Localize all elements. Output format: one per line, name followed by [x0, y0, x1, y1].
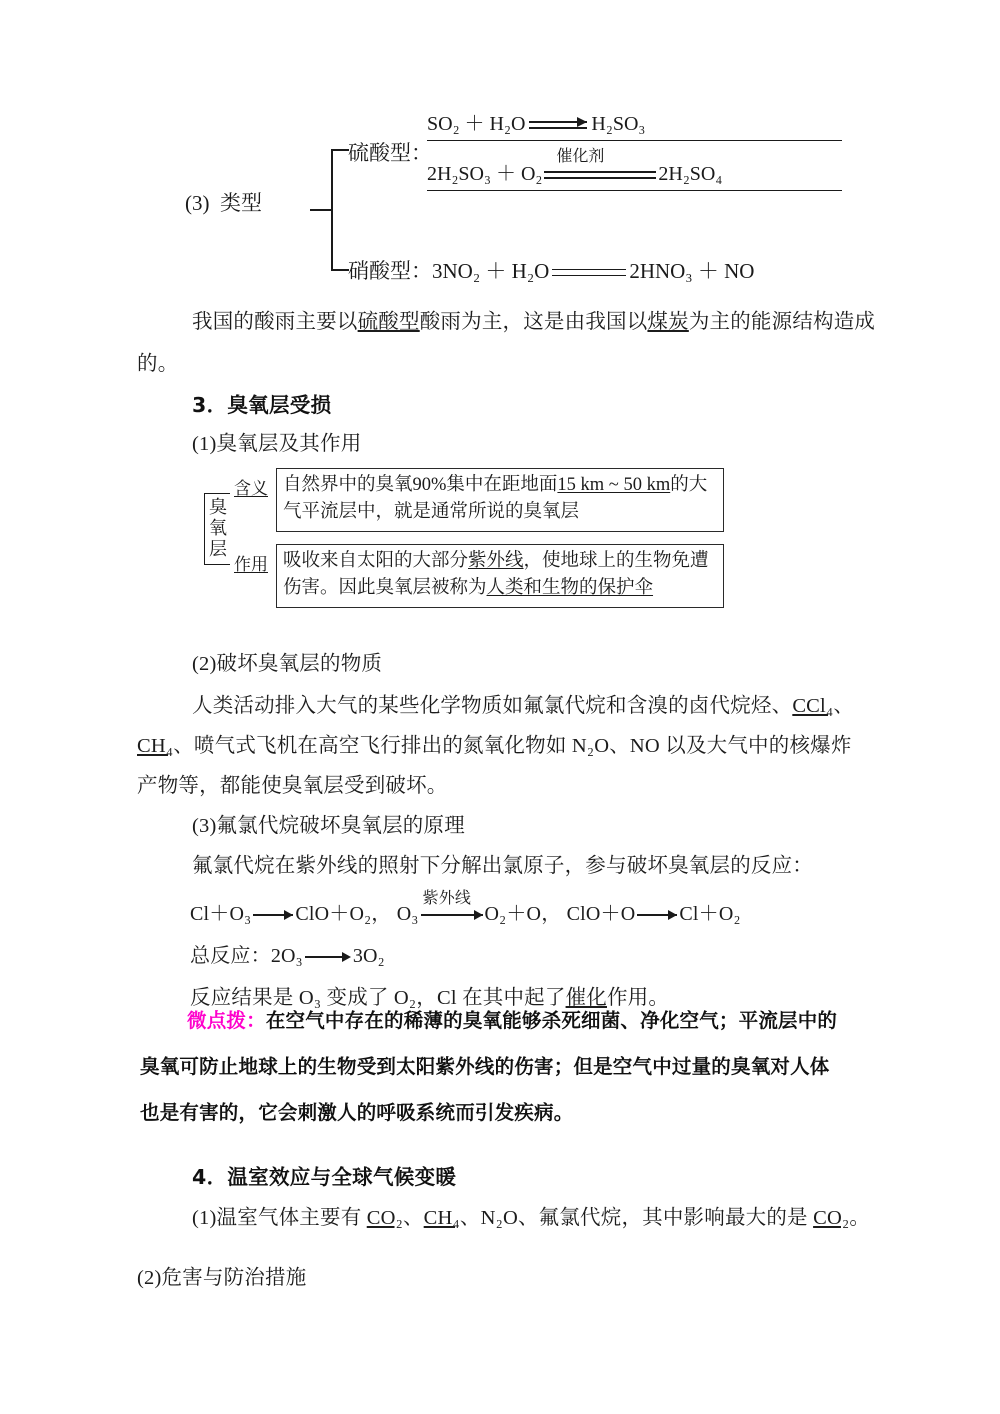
- equation-left: Cl＋O₃: [190, 903, 252, 925]
- ozone-destroyers-line3: 产物等，都能使臭氧层受到破坏。: [137, 775, 448, 797]
- equation-left: O₃: [396, 903, 419, 925]
- equation-right: 3O₂: [352, 945, 385, 967]
- text-run: 为主的能源结构造成: [688, 311, 876, 333]
- nitric-type-colon: ：: [411, 259, 432, 283]
- section-3-title: 臭氧层受损: [227, 393, 332, 417]
- section-3-sub2: (2)破坏臭氧层的物质: [192, 653, 383, 675]
- equals-arrow-icon: [552, 263, 626, 284]
- section-4-sub2: (2)危害与防治措施: [137, 1267, 307, 1289]
- tip-label: 微点拨：: [187, 1009, 266, 1032]
- equation-right: ClO＋O₂: [295, 903, 372, 925]
- underlined-term-protective-umbrella: 人类和生物的保护伞: [486, 578, 654, 599]
- ozone-destroyers-line2: [137, 730, 852, 763]
- ozone-destruction-equations: [190, 888, 741, 930]
- section-3-sub1: (1)臭氧层及其作用: [192, 433, 362, 455]
- sulfuric-equation-2: [427, 141, 842, 191]
- tip-line-2: 臭氧可防止地球上的生物受到太阳紫外线的伤害；但是空气中过量的臭氧对人体: [140, 1054, 830, 1078]
- reaction-arrow-icon: [305, 947, 351, 967]
- equation-left: 2H₂SO₃ ＋ O₂: [427, 163, 543, 185]
- section-3-number: 3．: [192, 393, 228, 417]
- reaction-arrow-icon: [253, 905, 293, 925]
- equation-left: ClO＋O: [566, 903, 636, 925]
- nitric-type-name: 硝酸型: [348, 259, 411, 283]
- equation-left: 3NO₂ ＋ H₂O: [432, 259, 550, 283]
- equation-right: O₂＋O: [484, 903, 542, 925]
- text-run: 反应结果是 O₃ 变成了 O₂，Cl 在其中起了: [190, 987, 566, 1009]
- tip-block: [140, 998, 867, 1135]
- underlined-term-coal: 煤炭: [647, 311, 689, 333]
- text-run: 作用。: [606, 987, 670, 1009]
- equation-separator: ，: [371, 903, 392, 925]
- text-run: ，使地球上的生物免遭伤害。因此臭氧层被称为: [283, 551, 709, 599]
- sulfuric-type-label: [348, 137, 432, 167]
- text-run: 我国的酸雨主要以: [192, 311, 358, 333]
- text-run: 、N₂O、氟氯代烷，其中影响最大的是: [459, 1207, 814, 1229]
- uv-condition-label: 紫外线: [422, 888, 472, 908]
- underlined-formula-ccl4: CCl₄: [792, 695, 834, 717]
- text-run: 、: [833, 695, 855, 717]
- section-4-title: 温室效应与全球气候变暖: [227, 1165, 457, 1189]
- equation-right: Cl＋O₂: [679, 903, 741, 925]
- section-3-heading: [192, 388, 331, 418]
- sulfuric-equation-group: [427, 105, 842, 191]
- section-3-sub3-intro: 氟氯代烷在紫外线的照射下分解出氯原子，参与破坏臭氧层的反应：: [192, 855, 813, 877]
- ozone-destroyers-line1: [192, 690, 854, 723]
- equation-left: SO₂ ＋ H₂O: [427, 113, 526, 135]
- underlined-altitude-range: 15 km ~ 50 km: [557, 475, 671, 495]
- acid-rain-paragraph-line1: [192, 306, 875, 339]
- text-run: 吸收来自太阳的大部分: [283, 551, 469, 571]
- equation-right: 2HNO₃ ＋ NO: [629, 259, 755, 283]
- bracket-spine: [331, 149, 333, 271]
- acid-rain-paragraph-line2: 的。: [137, 353, 179, 375]
- section-4-heading: [192, 1160, 456, 1190]
- bracket-arm-bottom: [331, 269, 349, 271]
- ozone-layer-vertical-label: 臭氧层: [204, 493, 230, 565]
- overall-reaction-line: [190, 940, 385, 972]
- text-run: 自然界中的臭氧90%集中在距地面: [283, 475, 558, 495]
- underlined-term-catalysis: 催化: [565, 987, 607, 1009]
- equation-separator: ，: [541, 903, 562, 925]
- underlined-formula-ch4: CH₄: [423, 1207, 460, 1229]
- acid-rain-type-diagram: [185, 105, 885, 300]
- ozone-layer-diagram: [196, 468, 726, 623]
- section-4-number: 4．: [192, 1165, 228, 1189]
- sulfuric-type-name: 硫酸型: [348, 141, 411, 165]
- uv-reaction-arrow-icon: [421, 888, 483, 925]
- equation-right: H₂SO₃: [591, 113, 646, 135]
- ozone-row-label-meaning: 含义: [234, 479, 268, 498]
- section-3-sub3: (3)氟氯代烷破坏臭氧层的原理: [192, 815, 465, 837]
- tip-line-3: 也是有害的，它会刺激人的呼吸系统而引发疾病。: [140, 1100, 574, 1124]
- text-run: (1)温室气体主要有: [192, 1207, 367, 1229]
- underlined-term-uv: 紫外线: [468, 551, 524, 571]
- bracket-stem: [310, 209, 332, 211]
- ozone-function-box: [276, 544, 724, 608]
- sulfuric-equation-1: [427, 105, 842, 141]
- double-line-arrow-icon: [544, 146, 656, 185]
- text-run: 酸雨为主，这是由我国以: [419, 311, 648, 333]
- underlined-formula-co2-2: CO₂: [813, 1207, 850, 1229]
- ozone-row-label-function: 作用: [234, 555, 268, 574]
- text-run: 、喷气式飞机在高空飞行排出的氮氧化物如 N₂O、NO 以及大气中的核爆炸: [173, 735, 852, 757]
- type-item-number: (3): [185, 191, 210, 215]
- type-item-label: [185, 187, 262, 217]
- nitric-type-row: [348, 255, 754, 285]
- underlined-formula-co2-1: CO₂: [366, 1207, 403, 1229]
- type-item-text: 类型: [220, 191, 262, 215]
- reaction-arrow-icon: [637, 905, 677, 925]
- greenhouse-gases-line: [192, 1202, 870, 1235]
- text-run: 的大气平流层中，就是通常所说的臭氧层: [283, 475, 708, 523]
- text-run: 。: [849, 1207, 871, 1229]
- underlined-formula-ch4: CH₄: [137, 735, 174, 757]
- catalyst-condition-label: 催化剂: [556, 146, 605, 166]
- text-run: 、: [402, 1207, 424, 1229]
- ozone-meaning-box: [276, 468, 724, 532]
- equation-left: 2O₃: [270, 945, 303, 967]
- bracket-arm-top: [331, 149, 349, 151]
- reversible-arrow-icon: [529, 115, 587, 135]
- tip-line-1: 在空气中存在的稀薄的臭氧能够杀死细菌、净化空气；平流层中的: [265, 1009, 838, 1032]
- underlined-term-sulfuric: 硫酸型: [357, 311, 420, 333]
- equation-right: 2H₂SO₄: [658, 163, 723, 185]
- text-run: 人类活动排入大气的某些化学物质如氟氯代烷和含溴的卤代烷烃、: [192, 695, 793, 717]
- overall-reaction-label: 总反应：: [190, 945, 271, 967]
- sulfuric-type-colon: ：: [411, 141, 432, 165]
